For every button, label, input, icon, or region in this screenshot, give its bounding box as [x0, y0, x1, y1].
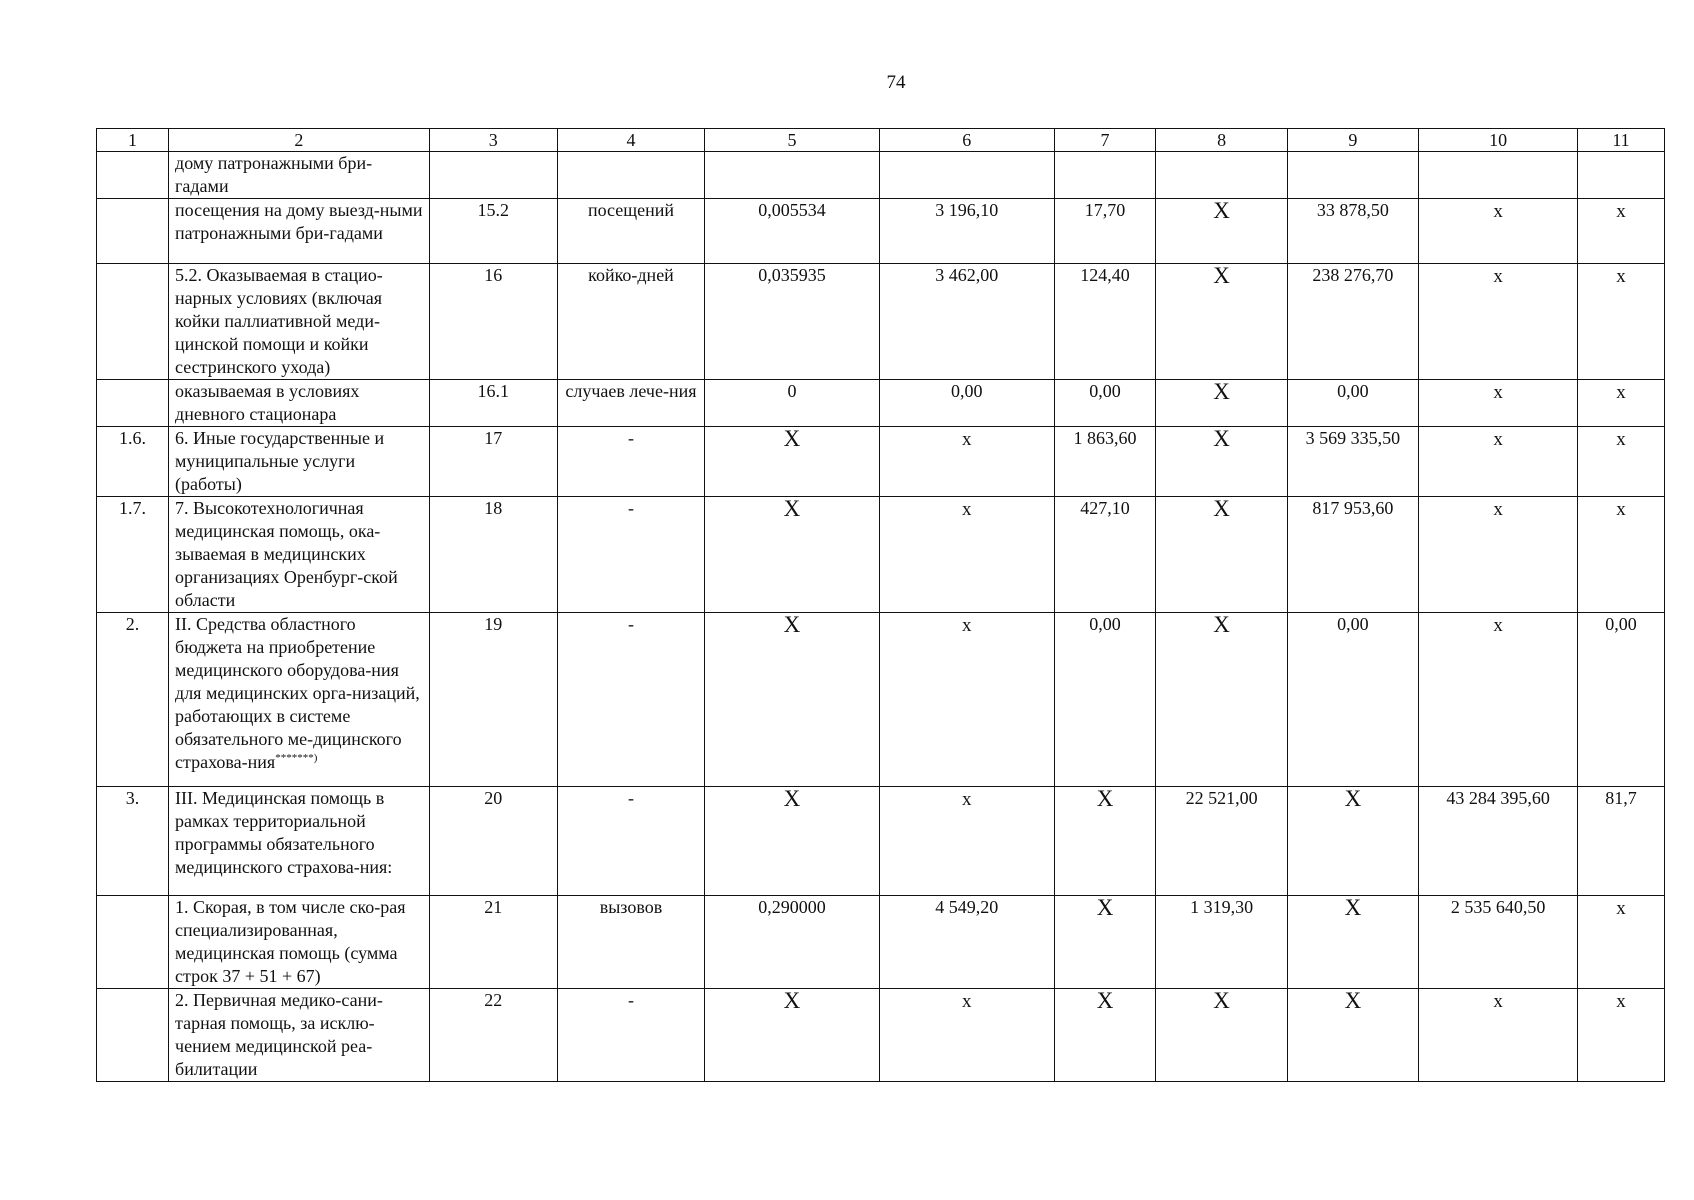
data-cell: 21	[429, 896, 557, 989]
row-number: 3.	[97, 787, 169, 896]
not-applicable-mark: x	[1493, 201, 1503, 222]
data-cell	[1156, 264, 1287, 380]
data-cell	[1156, 497, 1287, 613]
not-applicable-mark: x	[1616, 429, 1626, 450]
not-applicable-mark: x	[1493, 266, 1503, 287]
data-cell	[1419, 264, 1578, 380]
not-applicable-mark: x	[1493, 382, 1503, 403]
data-cell: 0,00	[1578, 613, 1665, 787]
table-row	[97, 199, 1665, 264]
data-cell: 0,290000	[705, 896, 880, 989]
row-number	[97, 896, 169, 989]
not-applicable-mark: X	[1213, 426, 1230, 451]
row-description-text: 6. Иные государственные и муниципальные услуги (работы)	[175, 428, 385, 494]
table-row	[97, 380, 1665, 427]
data-cell: 16.1	[429, 380, 557, 427]
not-applicable-mark: X	[783, 786, 801, 811]
data-cell	[705, 613, 880, 787]
data-cell	[1156, 613, 1287, 787]
not-applicable-mark: x	[962, 499, 972, 520]
data-cell	[1156, 152, 1287, 199]
table-row	[97, 787, 1665, 896]
data-cell	[1578, 152, 1665, 199]
data-cell: 43 284 395,60	[1419, 787, 1578, 896]
not-applicable-mark: x	[962, 991, 972, 1012]
data-cell: 124,40	[1054, 264, 1156, 380]
data-cell: 1 863,60	[1054, 427, 1156, 497]
data-cell	[1419, 427, 1578, 497]
row-number	[97, 152, 169, 199]
data-cell	[879, 989, 1054, 1082]
table-row	[97, 152, 1665, 199]
column-number: 5	[705, 129, 880, 152]
not-applicable-mark: X	[1213, 496, 1230, 521]
row-description	[169, 896, 430, 989]
data-cell: 427,10	[1054, 497, 1156, 613]
data-cell: 0,00	[1287, 613, 1418, 787]
data-cell: -	[557, 497, 704, 613]
data-cell: 33 878,50	[1287, 199, 1418, 264]
not-applicable-mark: X	[1344, 988, 1362, 1013]
row-description	[169, 380, 430, 427]
data-cell	[879, 613, 1054, 787]
row-number: 1.7.	[97, 497, 169, 613]
not-applicable-mark: x	[1493, 615, 1503, 636]
row-number	[97, 264, 169, 380]
data-cell	[1578, 896, 1665, 989]
data-cell: 3 196,10	[879, 199, 1054, 264]
data-cell: вызовов	[557, 896, 704, 989]
data-cell	[1156, 199, 1287, 264]
column-number: 6	[879, 129, 1054, 152]
data-cell: -	[557, 787, 704, 896]
row-description	[169, 427, 430, 497]
row-number	[97, 380, 169, 427]
data-cell: 817 953,60	[1287, 497, 1418, 613]
data-cell: 3 569 335,50	[1287, 427, 1418, 497]
data-cell	[1287, 989, 1418, 1082]
data-cell: -	[557, 613, 704, 787]
data-cell	[879, 787, 1054, 896]
not-applicable-mark: X	[783, 426, 801, 451]
not-applicable-mark: x	[962, 789, 972, 810]
row-description-text: II. Средства областного бюджета на приобретение медицинского оборудова-ния для медицинских орга-низаций, работающих в системе обязательного ме-дицинского страхова-ния	[175, 614, 420, 772]
data-cell	[1054, 787, 1156, 896]
data-cell: 0,00	[1054, 380, 1156, 427]
not-applicable-mark: x	[1616, 991, 1626, 1012]
column-number: 8	[1156, 129, 1287, 152]
row-description	[169, 989, 430, 1082]
data-cell: 3 462,00	[879, 264, 1054, 380]
table-row	[97, 989, 1665, 1082]
column-number: 4	[557, 129, 704, 152]
footnote-marker: *******)	[275, 752, 318, 764]
not-applicable-mark: X	[1096, 786, 1114, 811]
not-applicable-mark: X	[1213, 263, 1230, 288]
not-applicable-mark: x	[1493, 499, 1503, 520]
data-cell	[1578, 264, 1665, 380]
data-cell: 2 535 640,50	[1419, 896, 1578, 989]
row-number: 1.6.	[97, 427, 169, 497]
table-row	[97, 613, 1665, 787]
data-cell	[1419, 613, 1578, 787]
table-row	[97, 497, 1665, 613]
row-description	[169, 199, 430, 264]
not-applicable-mark: X	[783, 496, 801, 521]
not-applicable-mark: X	[1213, 612, 1230, 637]
column-number-row	[97, 129, 1665, 152]
data-cell	[1578, 199, 1665, 264]
data-cell	[1419, 380, 1578, 427]
data-cell: 81,7	[1578, 787, 1665, 896]
page-number: 74	[886, 72, 906, 93]
data-cell: -	[557, 989, 704, 1082]
row-description-text: III. Медицинская помощь в рамках территориальной программы обязательного медицинского страхова-ния:	[175, 788, 393, 877]
data-cell	[429, 152, 557, 199]
data-cell: 0	[705, 380, 880, 427]
not-applicable-mark: x	[1616, 382, 1626, 403]
not-applicable-mark: x	[1616, 499, 1626, 520]
not-applicable-mark: X	[783, 612, 801, 637]
data-cell	[705, 989, 880, 1082]
data-cell	[879, 427, 1054, 497]
data-cell: 1 319,30	[1156, 896, 1287, 989]
not-applicable-mark: x	[1493, 429, 1503, 450]
not-applicable-mark: X	[1344, 895, 1362, 920]
column-number: 2	[169, 129, 430, 152]
data-cell: -	[557, 427, 704, 497]
column-number: 9	[1287, 129, 1418, 152]
not-applicable-mark: x	[1493, 991, 1503, 1012]
data-cell: 0,00	[1054, 613, 1156, 787]
not-applicable-mark: x	[962, 429, 972, 450]
data-cell	[705, 787, 880, 896]
row-description-text: 2. Первичная медико-сани-тарная помощь, за исклю-чением медицинской реа-билитации	[175, 990, 383, 1079]
row-description-text: 5.2. Оказываемая в стацио-нарных условиях (включая койки паллиативной меди-цинской помощи и койки сестринского ухода)	[175, 265, 383, 377]
data-cell: 0,00	[1287, 380, 1418, 427]
data-cell	[705, 427, 880, 497]
data-cell	[1578, 427, 1665, 497]
data-cell: 238 276,70	[1287, 264, 1418, 380]
column-number: 1	[97, 129, 169, 152]
not-applicable-mark: X	[1213, 988, 1230, 1013]
row-number	[97, 989, 169, 1082]
data-cell: 20	[429, 787, 557, 896]
data-cell	[879, 152, 1054, 199]
data-cell	[1578, 497, 1665, 613]
data-cell: 17,70	[1054, 199, 1156, 264]
not-applicable-mark: X	[1344, 786, 1362, 811]
data-cell	[1054, 896, 1156, 989]
data-cell	[1287, 152, 1418, 199]
not-applicable-mark: x	[1616, 266, 1626, 287]
data-cell: 19	[429, 613, 557, 787]
data-cell: койко-дней	[557, 264, 704, 380]
table-row	[97, 896, 1665, 989]
data-cell	[1156, 989, 1287, 1082]
row-description	[169, 264, 430, 380]
not-applicable-mark: X	[1096, 895, 1114, 920]
data-cell: 0,00	[879, 380, 1054, 427]
row-description	[169, 787, 430, 896]
data-cell	[1419, 199, 1578, 264]
data-cell	[1578, 380, 1665, 427]
row-description-text: дому патронажными бри-гадами	[175, 153, 373, 196]
table-row	[97, 264, 1665, 380]
column-number: 3	[429, 129, 557, 152]
data-cell: 22	[429, 989, 557, 1082]
data-cell	[879, 497, 1054, 613]
row-description-text: 7. Высокотехнологичная медицинская помощь, ока-зываемая в медицинских организациях Оренбург-ской области	[175, 498, 398, 610]
not-applicable-mark: X	[1213, 198, 1230, 223]
row-description-text: посещения на дому выезд-ными патронажными бри-гадами	[175, 200, 423, 243]
not-applicable-mark: x	[962, 615, 972, 636]
data-cell	[1054, 989, 1156, 1082]
data-cell: 16	[429, 264, 557, 380]
data-cell	[1578, 989, 1665, 1082]
data-cell: 22 521,00	[1156, 787, 1287, 896]
column-number: 10	[1419, 129, 1578, 152]
data-cell	[1287, 896, 1418, 989]
data-cell	[1156, 427, 1287, 497]
data-cell	[1156, 380, 1287, 427]
row-description	[169, 152, 430, 199]
data-cell: посещений	[557, 199, 704, 264]
row-description	[169, 613, 430, 787]
data-cell	[1287, 787, 1418, 896]
row-description	[169, 497, 430, 613]
not-applicable-mark: X	[1213, 379, 1230, 404]
table-row	[97, 427, 1665, 497]
data-cell: случаев лече-ния	[557, 380, 704, 427]
data-cell	[557, 152, 704, 199]
row-description-text: оказываемая в условиях дневного стационара	[175, 381, 360, 424]
budget-table	[96, 128, 1665, 1082]
data-cell	[705, 152, 880, 199]
not-applicable-mark: X	[783, 988, 801, 1013]
data-cell	[1419, 497, 1578, 613]
data-cell	[705, 497, 880, 613]
not-applicable-mark: x	[1616, 898, 1626, 919]
data-cell: 0,035935	[705, 264, 880, 380]
column-number: 11	[1578, 129, 1665, 152]
data-cell	[1419, 989, 1578, 1082]
data-cell: 18	[429, 497, 557, 613]
data-cell: 4 549,20	[879, 896, 1054, 989]
data-cell: 15.2	[429, 199, 557, 264]
data-cell: 17	[429, 427, 557, 497]
column-number: 7	[1054, 129, 1156, 152]
row-number	[97, 199, 169, 264]
not-applicable-mark: x	[1616, 201, 1626, 222]
data-cell	[1419, 152, 1578, 199]
data-cell	[1054, 152, 1156, 199]
not-applicable-mark: X	[1096, 988, 1114, 1013]
row-description-text: 1. Скорая, в том числе ско-рая специализированная, медицинская помощь (сумма строк 37 + 51 + 67)	[175, 897, 406, 986]
row-number: 2.	[97, 613, 169, 787]
data-cell: 0,005534	[705, 199, 880, 264]
